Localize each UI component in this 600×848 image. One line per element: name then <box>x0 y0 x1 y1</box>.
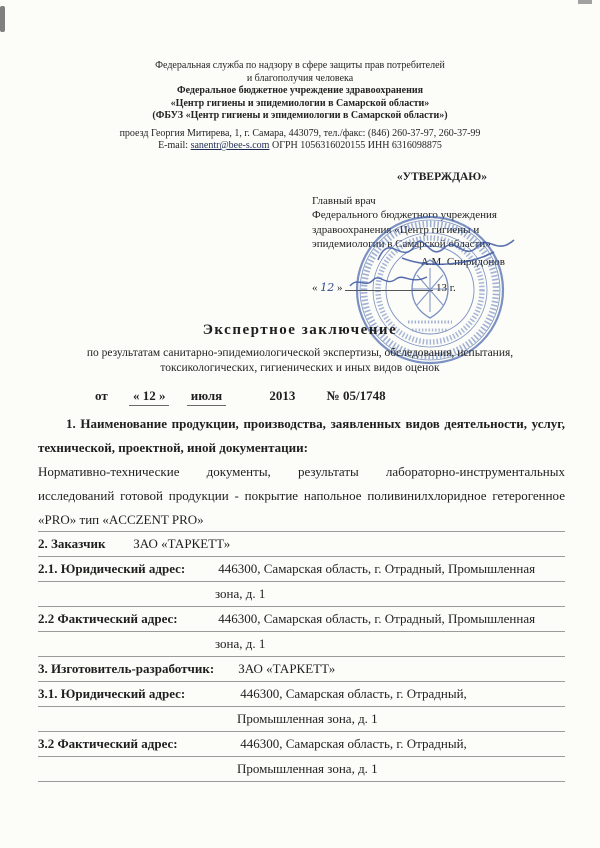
field-value: 446300, Самарская область, г. Отрадный, Промышленная <box>218 561 536 576</box>
form-line-continuation: Промышленная зона, д. 1 <box>38 757 565 782</box>
subtitle-line-1: по результатам санитарно-эпидемиологической экспертизы, обследования, испытания, <box>86 347 514 359</box>
date-day: « 12 » <box>129 388 170 406</box>
section-1-body: Нормативно-технические документы, результаты лабораторно-инструментальных исследований готовой продукции - покрытие напольное поливинилхлоридное гетерогенное «PRO» тип «ACCZENT PRO» <box>38 464 565 527</box>
contact-line <box>0 140 600 153</box>
form-line-continuation: зона, д. 1 <box>38 632 565 657</box>
approval-block <box>312 170 517 296</box>
scan-artifact <box>578 0 592 4</box>
document-title: Экспертное заключение <box>202 322 398 338</box>
date-from-label: от <box>95 388 108 403</box>
date-year: 2013 <box>269 388 296 403</box>
handwritten-day: 12 <box>320 281 335 294</box>
approval-date-line <box>312 276 517 296</box>
field-value: ЗАО «ТАРКЕТТ» <box>238 661 336 676</box>
form-line-continuation: Промышленная зона, д. 1 <box>38 707 565 732</box>
date-month: июля <box>187 388 226 406</box>
form-line-customer <box>38 532 565 557</box>
form-line-continuation: зона, д. 1 <box>38 582 565 607</box>
subtitle-line-2: токсикологических, гигиенических и иных видов оценок <box>160 362 440 374</box>
document-date-line <box>95 388 386 406</box>
authority-line-2: и благополучия человека <box>246 72 354 84</box>
field-value: 446300, Самарская область, г. Отрадный, Промышленная <box>218 611 536 626</box>
org-abbreviation-line: (ФБУЗ «Центр гигиены и эпидемиологии в Самарской области») <box>152 110 448 121</box>
address-line: проезд Георгия Митирева, 1, г. Самара, 443079, тел./факс: (846) 260-37-97, 260-37-99 <box>119 127 481 139</box>
org-name-line-1: Федеральное бюджетное учреждение здравоохранения <box>176 85 424 96</box>
reg-numbers: ОГРН 1056316020155 ИНН 6316098875 <box>271 140 442 151</box>
approval-title: «УТВЕРЖДАЮ» <box>396 171 487 183</box>
date-year-suffix: 13 г. <box>436 282 456 294</box>
scan-artifact <box>0 6 5 32</box>
field-label: 3.1. Юридический адрес: <box>38 686 186 701</box>
document-subtitle <box>0 346 600 376</box>
document-number: № 05/1748 <box>326 388 386 403</box>
authority-line-1: Федеральная служба по надзору в сфере защиты прав потребителей <box>155 60 445 71</box>
form-line-customer-actual-address <box>38 607 565 632</box>
handwritten-month-squiggle <box>347 272 431 292</box>
field-value: 446300, Самарская область, г. Отрадный, <box>240 686 467 701</box>
field-value: ЗАО «ТАРКЕТТ» <box>133 536 231 551</box>
section-1-heading: 1. Наименование продукции, производства, заявленных видов деятельности, услуг, технической, проектной, иной документации: <box>38 416 565 455</box>
field-label: 3.2 Фактический адрес: <box>38 736 178 751</box>
form-section <box>38 531 565 782</box>
field-label: 2. Заказчик <box>38 536 106 551</box>
form-line-manufacturer <box>38 657 565 682</box>
date-open-quote: « <box>312 282 318 294</box>
approval-line-3: здравоохранения «Центр гигиены и <box>312 223 480 236</box>
approval-line-4: эпидемиологии в Самарской области» <box>312 238 491 250</box>
document-header <box>0 60 600 153</box>
signer-name: А.М. Спиридонов <box>420 255 505 268</box>
email-label: E-mail: <box>158 140 189 151</box>
form-line-manufacturer-legal-address <box>38 682 565 707</box>
contact-block <box>0 128 600 153</box>
section-1 <box>38 412 565 532</box>
org-name-line-2: «Центр гигиены и эпидемиологии в Самарской области» <box>170 97 430 109</box>
approval-line-2: Федерального бюджетного учреждения <box>312 209 497 221</box>
field-label: 3. Изготовитель-разработчик: <box>38 661 215 676</box>
field-label: 2.2 Фактический адрес: <box>38 611 178 626</box>
handwritten-month-blank <box>345 276 433 291</box>
form-line-manufacturer-actual-address <box>38 732 565 757</box>
form-line-customer-legal-address <box>38 557 565 582</box>
email-link[interactable]: sanentr@bee-s.com <box>190 140 270 151</box>
approval-line-1: Главный врач <box>312 194 376 207</box>
field-value: 446300, Самарская область, г. Отрадный, <box>240 736 467 751</box>
field-label: 2.1. Юридический адрес: <box>38 561 186 576</box>
date-close-quote: » <box>337 282 343 294</box>
